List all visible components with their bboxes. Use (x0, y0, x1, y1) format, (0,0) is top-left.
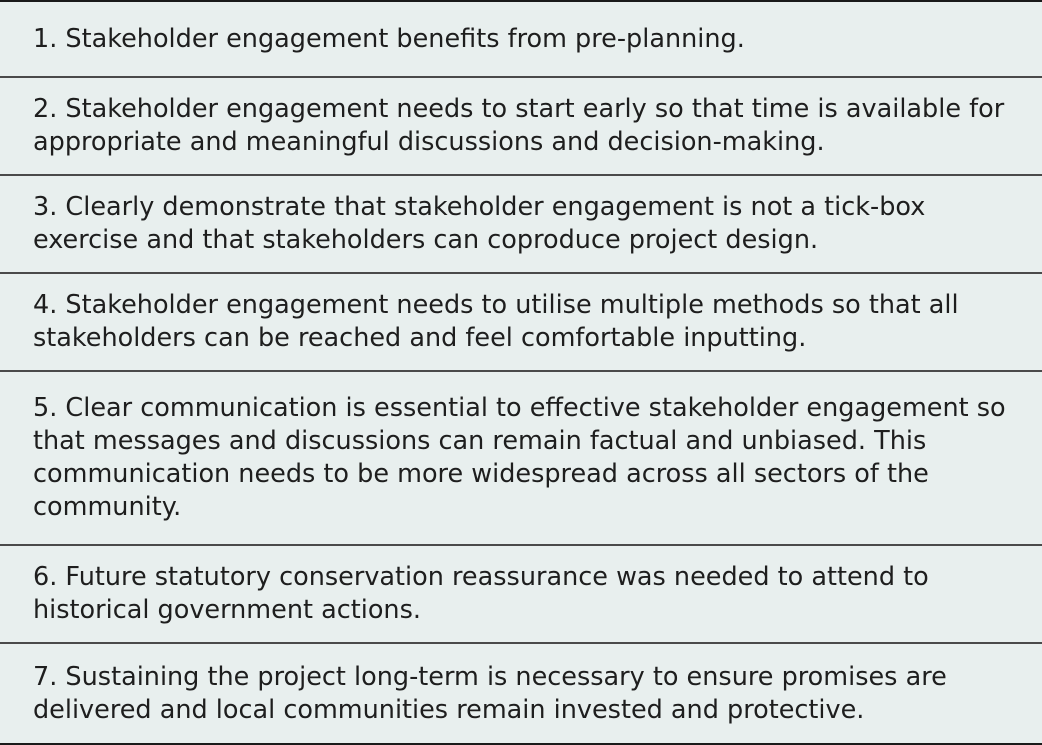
table-row (0, 370, 1042, 544)
row-text: 3. Clearly demonstrate that stakeholder engagement is not a tick-box exercise and that stakeholders can coproduce project design. (33, 192, 926, 255)
row-text: 7. Sustaining the project long-term is necessary to ensure promises are delivered and local communities remain invested and protective. (33, 661, 947, 725)
row-text: 2. Stakeholder engagement needs to start early so that time is available for appropriate and meaningful discussions and decision-making. (33, 94, 1005, 157)
table-row (0, 2, 1042, 76)
row-text: 1. Stakeholder engagement benefits from pre-planning. (33, 23, 745, 54)
row-text: 4. Stakeholder engagement needs to utilise multiple methods so that all stakeholders can be reached and feel comfortable inputting. (33, 290, 959, 353)
row-text: 6. Future statutory conservation reassurance was needed to attend to historical government actions. (33, 562, 929, 625)
table-row (0, 642, 1042, 743)
table-row (0, 76, 1042, 174)
table-row (0, 174, 1042, 272)
table-row (0, 544, 1042, 642)
row-text: 5. Clear communication is essential to effective stakeholder engagement so that messages and discussions can remain factual and unbiased. This communication needs to be more widespread across all sectors of the community. (33, 393, 1006, 522)
table-row (0, 272, 1042, 370)
